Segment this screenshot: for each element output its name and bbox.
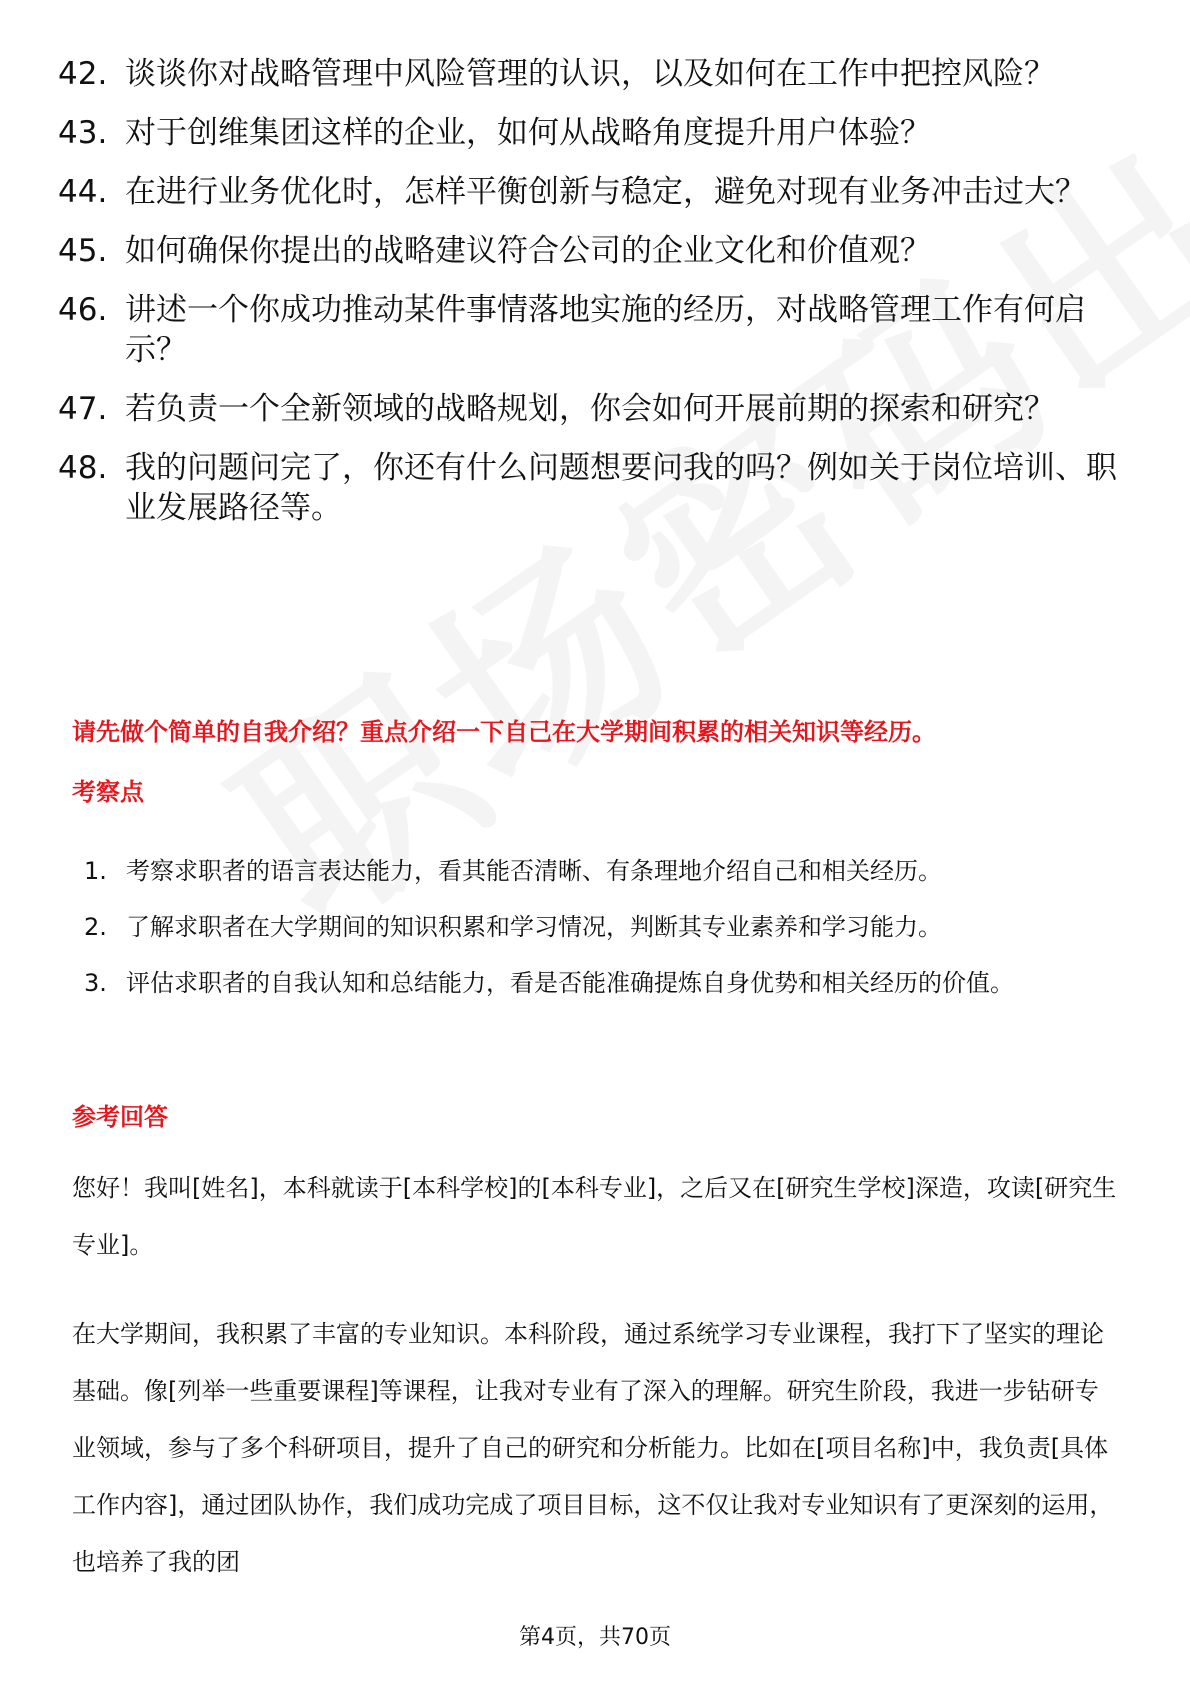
list-item-text: 若负责一个全新领域的战略规划，你会如何开展前期的探索和研究？ xyxy=(125,391,1055,427)
list-item xyxy=(84,899,1124,955)
answer-heading: 参考回答 xyxy=(72,1103,168,1131)
list-item-number: 2. xyxy=(84,913,107,941)
list-item xyxy=(58,231,1118,271)
list-item xyxy=(58,389,1118,429)
list-item-number: 43. xyxy=(58,115,108,151)
list-item xyxy=(58,290,1118,370)
list-item-text: 了解求职者在大学期间的知识积累和学习情况，判断其专业素养和学习能力。 xyxy=(126,913,942,941)
list-item-number: 46. xyxy=(58,292,108,328)
list-item xyxy=(84,843,1124,899)
question-title: 请先做个简单的自我介绍？重点介绍一下自己在大学期间积累的相关知识等经历。 xyxy=(72,718,936,746)
points-list xyxy=(84,843,1124,1011)
list-item-number: 3. xyxy=(84,969,107,997)
points-heading: 考察点 xyxy=(72,778,144,806)
list-item-text: 如何确保你提出的战略建议符合公司的企业文化和价值观？ xyxy=(125,233,931,269)
list-item xyxy=(58,54,1118,94)
page-footer: 第4页，共70页 xyxy=(519,1625,671,1650)
list-item-text: 对于创维集团这样的企业，如何从战略角度提升用户体验？ xyxy=(125,115,931,151)
list-item-number: 47. xyxy=(58,391,108,427)
answer-paragraph: 您好！我叫[姓名]，本科就读于[本科学校]的[本科专业]，之后又在[研究生学校]深造，攻读[研究生专业]。 xyxy=(72,1174,1117,1259)
list-item-text: 评估求职者的自我认知和总结能力，看是否能准确提炼自身优势和相关经历的价值。 xyxy=(126,969,1014,997)
list-item-number: 42. xyxy=(58,56,108,92)
list-item-number: 44. xyxy=(58,174,108,210)
list-item xyxy=(58,172,1118,212)
list-item-number: 1. xyxy=(84,857,107,885)
list-item xyxy=(84,955,1124,1011)
list-item-text: 讲述一个你成功推动某件事情落地实施的经历，对战略管理工作有何启示？ xyxy=(125,292,1086,368)
list-item-number: 45. xyxy=(58,233,108,269)
list-item-text: 谈谈你对战略管理中风险管理的认识，以及如何在工作中把控风险？ xyxy=(125,56,1055,92)
answer-paragraph: 在大学期间，我积累了丰富的专业知识。本科阶段，通过系统学习专业课程，我打下了坚实的理论基础。像[列举一些重要课程]等课程，让我对专业有了深入的理解。研究生阶段，我进一步钻研专业领域，参与了多个科研项目，提升了自己的研究和分析能力。比如在[项目名称]中，我负责[具体工作内容]，通过团队协作，我们成功完成了项目目标，这不仅让我对专业知识有了更深刻的运用，也培养了我的团 xyxy=(72,1320,1114,1576)
list-item-number: 48. xyxy=(58,450,108,486)
question-list xyxy=(58,54,1118,547)
list-item-text: 在进行业务优化时，怎样平衡创新与稳定，避免对现有业务冲击过大？ xyxy=(125,174,1086,210)
list-item xyxy=(58,113,1118,153)
list-item xyxy=(58,448,1118,528)
list-item-text: 我的问题问完了，你还有什么问题想要问我的吗？例如关于岗位培训、职业发展路径等。 xyxy=(125,450,1117,526)
list-item-text: 考察求职者的语言表达能力，看其能否清晰、有条理地介绍自己和相关经历。 xyxy=(126,857,942,885)
